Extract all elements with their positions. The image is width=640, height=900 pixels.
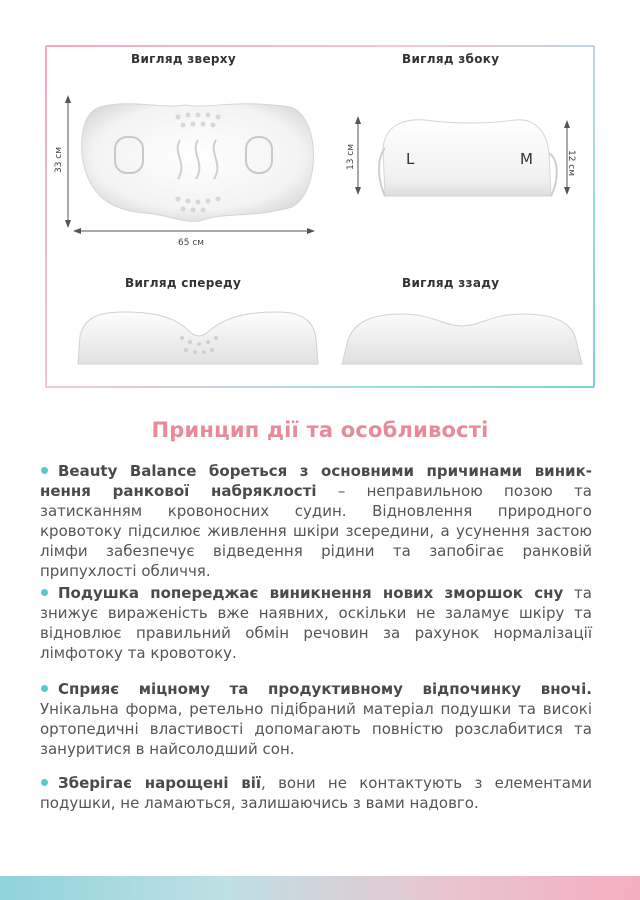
paragraph-1-bold: Beauty Balance бореться з основними причинами виникнення ранкової набряклості bbox=[40, 462, 592, 500]
footer-gradient-bar bbox=[0, 876, 640, 900]
pillow-front-view bbox=[78, 308, 318, 366]
dim-side-left: 13 см bbox=[346, 143, 357, 171]
paragraph-4 bbox=[40, 773, 592, 813]
pillow-back-view bbox=[342, 310, 582, 366]
dim-top-width: 65 см bbox=[178, 238, 205, 248]
paragraph-3-bold: Сприяє міцному та продуктивному відпочинку вночі. bbox=[58, 680, 592, 698]
dim-top-height: 33 см bbox=[54, 146, 65, 174]
view-label-back: Вигляд ззаду bbox=[402, 276, 500, 290]
side-label-m: M bbox=[520, 150, 533, 168]
bullet-icon bbox=[41, 467, 48, 474]
side-label-l: L bbox=[406, 150, 415, 168]
paragraph-2-bold: Подушка попереджає виникнення нових зморшок сну bbox=[58, 584, 564, 602]
paragraph-3-text: Унікальна форма, ретельно підібраний матеріал подушки та високі ортопедичні властивості допомагають повністю розслабитися та зануритися в найсолодший сон. bbox=[40, 700, 592, 758]
paragraph-4-bold: Зберігає нарощені вії bbox=[58, 774, 262, 792]
pillow-side-view bbox=[355, 108, 580, 203]
section-title: Принцип дії та особливості bbox=[151, 418, 489, 442]
paragraph-2 bbox=[40, 583, 592, 663]
paragraph-1 bbox=[40, 461, 592, 581]
bullet-icon bbox=[41, 589, 48, 596]
paragraph-4-text: , вони не контактують з елементами подушки, не ламаються, залишаючись з вами надовго. bbox=[40, 774, 592, 812]
bullet-icon bbox=[41, 779, 48, 786]
view-label-top: Вигляд зверху bbox=[131, 52, 236, 66]
paragraph-3 bbox=[40, 679, 592, 759]
view-label-side: Вигляд збоку bbox=[402, 52, 500, 66]
pillow-top-view bbox=[60, 95, 330, 255]
paragraph-1-text: – неправильною позою та затисканням кровоносних судин. Відновлення природного кровотоку підсилює живлення шкіри зсередини, а усунення застою лімфи забезпечує відведення рідини та запобігає ранковій припухлості обличчя. bbox=[40, 482, 593, 580]
bullet-icon bbox=[41, 685, 48, 692]
dim-side-right: 12 см bbox=[566, 149, 577, 177]
view-label-front: Вигляд спереду bbox=[125, 276, 242, 290]
paragraph-2-text: та знижує вираженість вже наявних, оскільки не заламує шкіру та відновлює правильний обмін речовин за рахунок нормалізації лімфотоку та кровотоку. bbox=[40, 584, 592, 662]
